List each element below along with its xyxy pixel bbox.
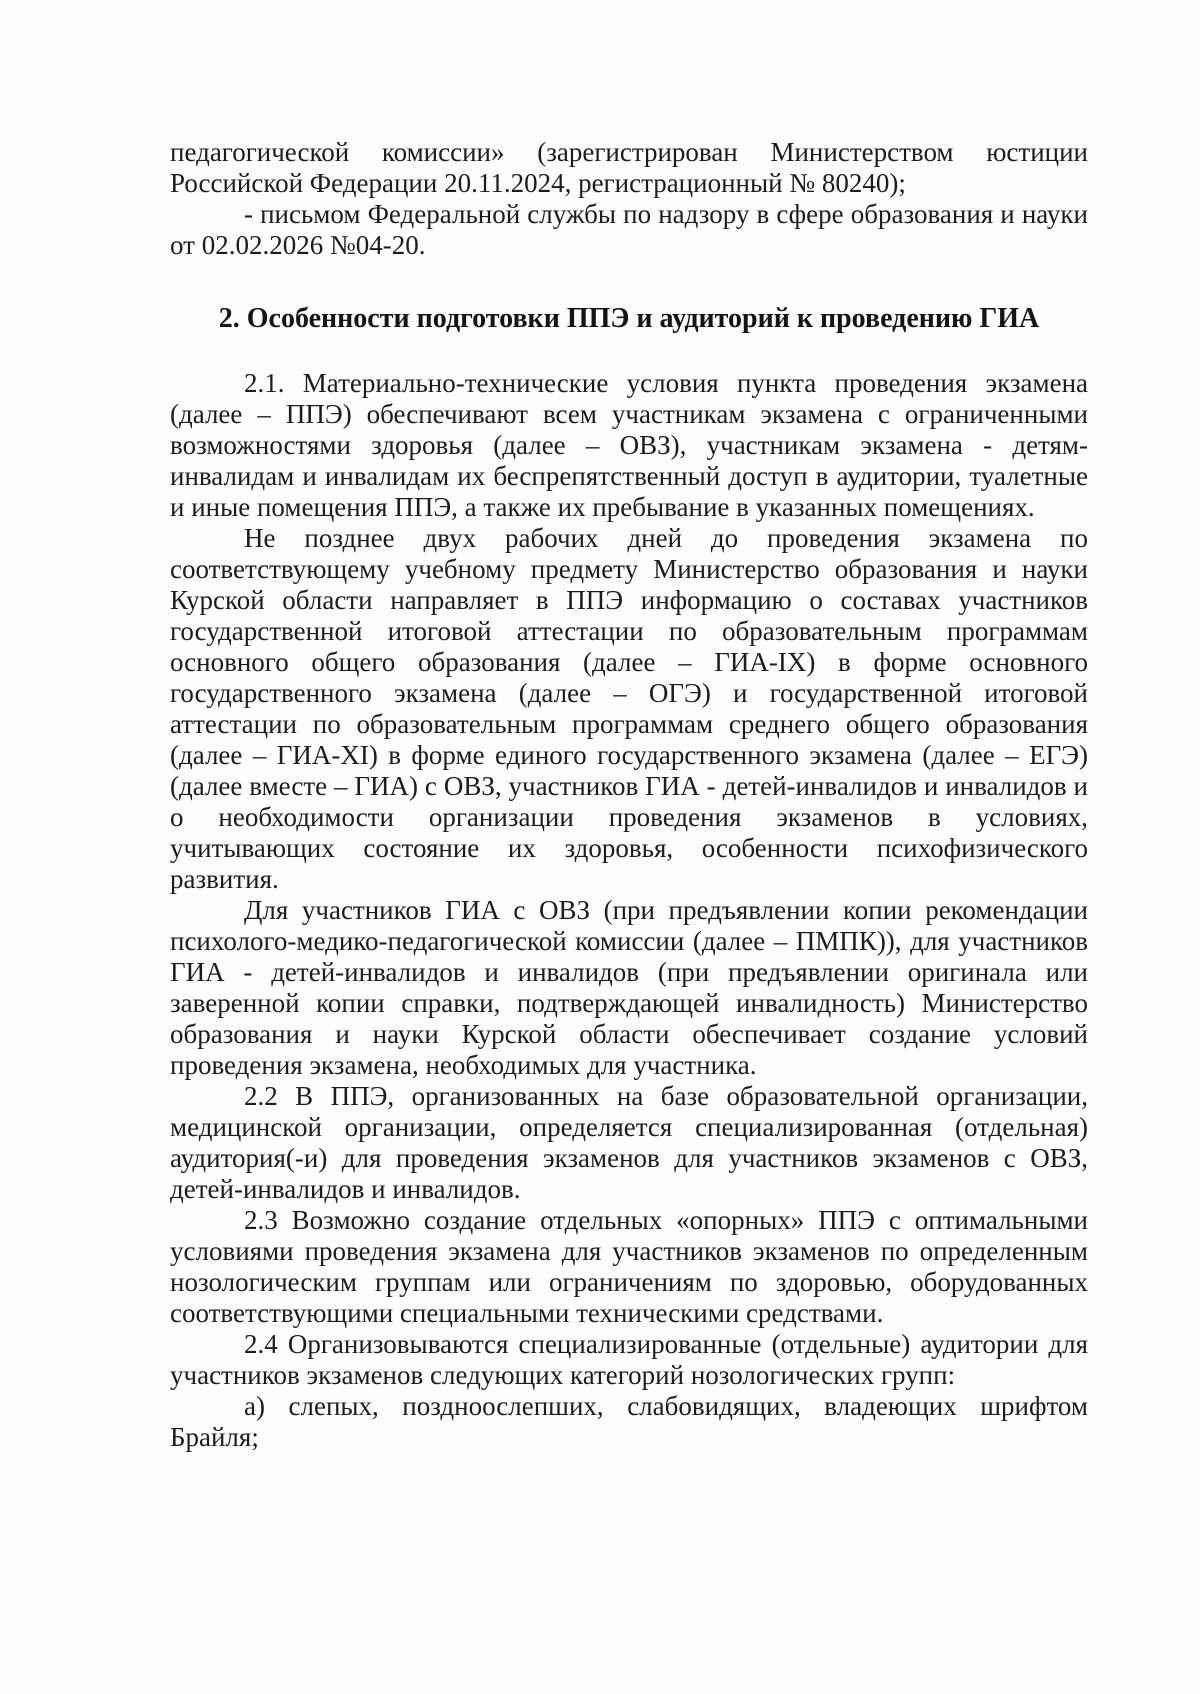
letter-reference-paragraph: - письмом Федеральной службы по надзору в сфере образования и науки от 02.02.2026 №04-20. [170,199,1088,260]
paragraph-2-4: 2.4 Организовываются специализированные (отдельные) аудитории для участников экзаменов следующих категорий нозологических групп: [170,1329,1088,1390]
continuation-block [170,137,1088,261]
paragraph-2-1: 2.1. Материально-технические условия пункта проведения экзамена (далее – ППЭ) обеспечивают всем участникам экзамена с ограниченными возможностями здоровья (далее – ОВЗ), участникам экзамена - детям-инвалидам и инвалидам их беспрепятственный доступ в аудитории, туалетные и иные помещения ППЭ, а также их пребывание в указанных помещениях. [170,368,1088,522]
paragraph-for-participants: Для участников ГИА с ОВЗ (при предъявлении копии рекомендации психолого-медико-педагогической комиссии (далее – ПМПК)), для участников ГИА - детей-инвалидов и инвалидов (при предъявлении оригинала или заверенной копии справки, подтверждающей инвалидность) Министерство образования и науки Курской области обеспечивает создание условий проведения экзамена, необходимых для участника. [170,895,1088,1080]
paragraph-2-3: 2.3 Возможно создание отдельных «опорных» ППЭ с оптимальными условиями проведения экзамена для участников экзаменов по определенным нозологическим группам или ограничениям по здоровью, оборудованных соответствующими специальными техническими средствами. [170,1205,1088,1328]
list-item-a: а) слепых, поздноослепших, слабовидящих, владеющих шрифтом Брайля; [170,1391,1088,1452]
paragraph-2-2: 2.2 В ППЭ, организованных на базе образовательной организации, медицинской организации, определяется специализированная (отдельная) аудитория(-и) для проведения экзаменов для участников экзаменов с ОВЗ, детей-инвалидов и инвалидов. [170,1081,1088,1204]
section-body [170,368,1088,1453]
continuation-paragraph: педагогической комиссии» (зарегистрирован Министерством юстиции Российской Федерации 20.11.2024, регистрационный № 80240); [170,137,1088,198]
section-heading: 2. Особенности подготовки ППЭ и аудиторий к проведению ГИА [218,303,1040,334]
paragraph-not-later: Не позднее двух рабочих дней до проведения экзамена по соответствующему учебному предмету Министерство образования и науки Курской области направляет в ППЭ информацию о составах участников государственной итоговой аттестации по образовательным программам основного общего образования (далее – ГИА-IX) в форме основного государственного экзамена (далее – ОГЭ) и государственной итоговой аттестации по образовательным программам среднего общего образования (далее – ГИА-XI) в форме единого государственного экзамена (далее – ЕГЭ) (далее вместе – ГИА) с ОВЗ, участников ГИА - детей-инвалидов и инвалидов и о необходимости организации проведения экзаменов в условиях, учитывающих состояние их здоровья, особенности психофизического развития. [170,523,1088,894]
